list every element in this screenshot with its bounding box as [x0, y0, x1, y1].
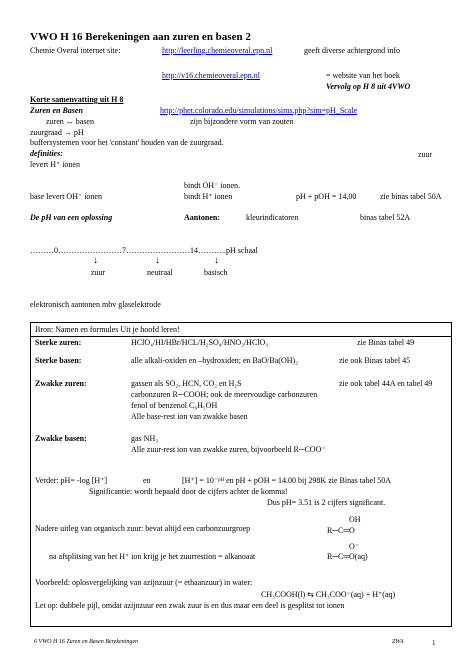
aantonen-label: Aantonen: [184, 213, 221, 222]
ph-scale: ………0……………………7……………………14………..pH schaal [30, 246, 258, 255]
zouten-note: zijn bijzondere vorm van zouten [190, 117, 294, 126]
ph-oplossing-heading: De pH van een oplossing [30, 213, 113, 222]
zwakke-basen-1: gas NH₃ [131, 434, 159, 443]
base-levert-text: base levert OH⁻ ionen [30, 192, 102, 201]
levert-h-text: levert H⁺ ionen [30, 160, 80, 169]
neutraal-scale-label: neutraal [147, 268, 173, 277]
zwakke-basen-label: Zwakke basen: [35, 434, 87, 443]
footer-right: ZWA [392, 639, 404, 645]
sterke-basen-ref: zie ook Binas tabel 45 [339, 356, 411, 365]
site-note: geeft diverse achtergrond info [304, 46, 401, 55]
zuur-scale-label: zuur [91, 268, 106, 277]
zwakke-zuren-1: gassen als SO₂, HCN, CO₂ en H₂S [131, 379, 242, 388]
sterke-zuren-ref: zie Binas tabel 49 [357, 338, 415, 347]
zwakke-basen-2: Alle zuur-rest ion van zwakke zuren, bijvoorbeeld R─COO⁻ [131, 445, 326, 454]
dus-text: Dus pH= 3.51 is 2 cijfers significant. [267, 498, 386, 507]
site-label: Chemie Overal internet site: [30, 46, 121, 55]
arrow-down-icon: ↓ [214, 255, 219, 266]
elektronisch-text: elektronisch aantonen mbv glaselektrode [30, 300, 161, 309]
binas52a-ref: binas tabel 52A [360, 213, 411, 222]
reaction-equation: CH₃COOH(l) ⇆ CH₃COO⁻(aq) + H⁺(aq) [261, 590, 396, 599]
zuurgraad-text: zuurgraad → pH [30, 128, 84, 137]
arrow-down-icon: ↓ [93, 255, 98, 266]
en-text: en [143, 476, 151, 485]
zwakke-zuren-4: Alle base-rest ion van zwakke basen [131, 412, 248, 421]
bron-text: Bron: Namen en formules Uit je hoofd leren! [35, 325, 180, 334]
sterke-zuren-value: HClO₄/HI/HBr/HCL/H₂SO₄/HNO₃/HClO₃ [131, 338, 269, 347]
zuur-label: zuur [418, 150, 433, 159]
page-title: VWO H 16 Berekeningen aan zuren en basen 2 [30, 31, 251, 43]
phet-link[interactable]: http://phet.colorado.edu/simulations/sims.php?sim=pH_Scale [160, 106, 358, 115]
site-link[interactable]: http://leerling.chemieoveral.epn.nl [162, 46, 273, 55]
nadere-text: Nadere uitleg van organisch zuur: bevat altijd een carbonzuurgroep [35, 524, 251, 533]
sterke-basen-value: alle alkali-oxiden en –hydroxiden; en BaO/Ba(OH)₂ [131, 356, 298, 365]
divider [31, 336, 451, 337]
zwakke-zuren-label: Zwakke zuren: [35, 379, 87, 388]
o-minus-group: O⁻ [349, 542, 359, 551]
zwakke-zuren-3: fenol of benzenol C₆H₅OH [131, 401, 218, 410]
book-note: = website van het boek [326, 71, 400, 80]
arrow-down-icon: ↓ [155, 255, 160, 266]
ph-poh-text: pH + pOH = 14,00 [296, 192, 357, 201]
sterke-zuren-label: Sterke zuren: [35, 338, 82, 347]
zwakke-zuren-2: carbonzuren R─COOH; ook de meervoudige carbonzuren [131, 390, 318, 399]
vervolg-text: Vervolg op H 8 uit 4VWO [326, 82, 411, 91]
basisch-scale-label: basisch [204, 268, 228, 277]
definities-label: definities: [30, 149, 63, 158]
voorbeeld-text: Voorbeeld: oplosvergelijking van azijnzuur (= ethaanzuur) in water: [35, 578, 253, 587]
summary-heading: Korte samenvatting uit H 8 [30, 95, 124, 104]
footer-left: 6 VWO H 16 Zuren en Basen Berekeningen [34, 639, 139, 645]
carbonzuur-structure: R─C═O [327, 526, 355, 535]
zuren-basen-heading: Zuren en Basen [30, 106, 83, 115]
alkanoaat-structure: R─C═O(aq) [327, 552, 368, 561]
info-box [30, 322, 452, 627]
afsplitsing-text: na afsplitsing van het H⁺ ion krijg je het zuurrestion = alkanoaat [49, 552, 256, 561]
oh-group: OH [349, 515, 361, 524]
sterke-basen-label: Sterke basen: [35, 356, 82, 365]
bindt-oh-text: bindt OH⁻ ionen. [184, 181, 240, 190]
binas50a-ref: zie binas tabel 50A [380, 192, 442, 201]
h-formula: [H⁺] = 10⁻ᵖᴴ en pH + pOH = 14.00 bij 298K zie Binas tabel 50A [182, 476, 392, 485]
zuren-basen-relation: zuren ↔ basen [46, 117, 94, 126]
kleurindicatoren-text: kleurindicatoren [246, 213, 299, 222]
letop-text: Let op: dubbele pijl, omdat azijnzuur een zwak zuur is en dus maar een deel is gesplitst tot ionen [35, 601, 345, 610]
page-number: 1 [432, 639, 436, 647]
verder-formula: Verder: pH= -log [H⁺] [35, 476, 108, 485]
zwakke-zuren-ref: zie ook tabel 44A en tabel 49 [339, 379, 433, 388]
buffer-text: buffersystemen voor het 'constant' houden van de zuurgraad. [30, 138, 224, 147]
bindt-h-text: bindt H⁺ ionen [184, 192, 233, 201]
significantie-text: Significantie: wordt bepaald door de cijfers achter de komma! [89, 487, 288, 496]
book-link[interactable]: http://v16.chemieoveral.epn.nl [162, 71, 260, 80]
